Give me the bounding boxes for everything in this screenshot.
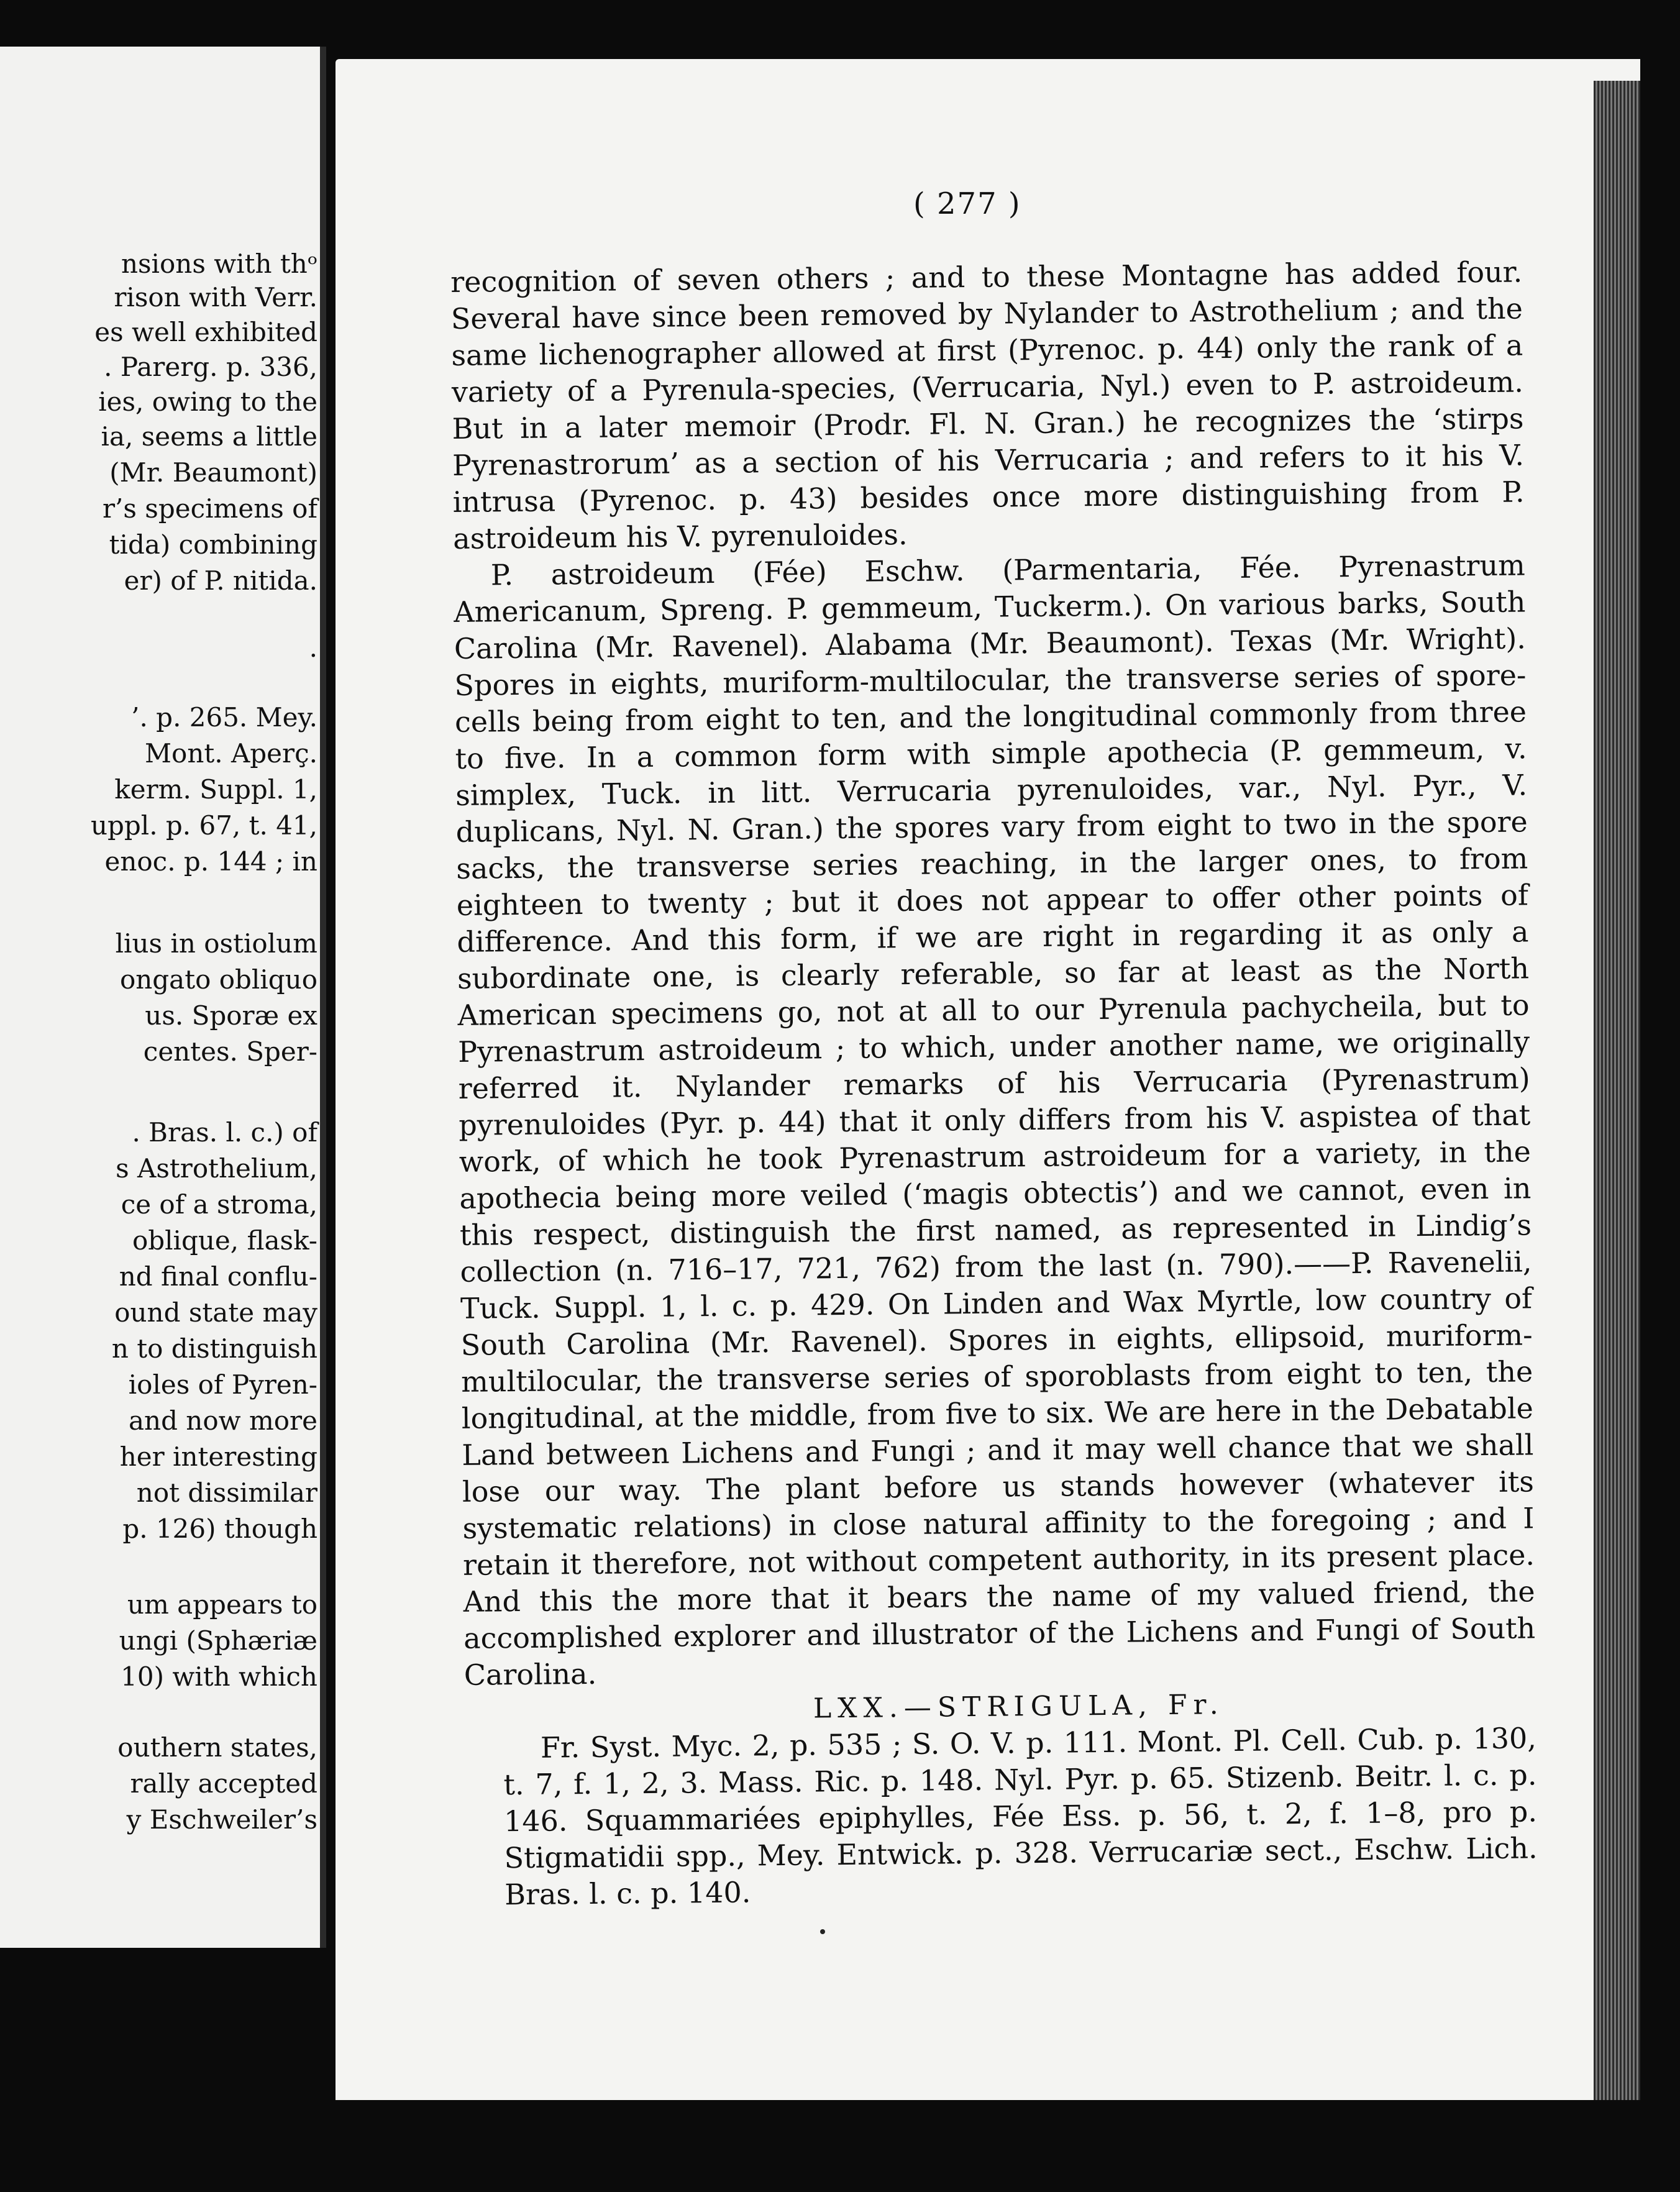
left-line: p. 126) though bbox=[122, 1514, 317, 1544]
left-line: lius in ostiolum bbox=[115, 928, 317, 959]
left-line: not dissimilar bbox=[136, 1477, 317, 1508]
left-line: centes. Sper- bbox=[143, 1036, 317, 1067]
left-line: ce of a stroma, bbox=[121, 1189, 317, 1220]
left-line: oblique, flask- bbox=[132, 1225, 317, 1256]
left-line: ia, seems a little bbox=[101, 421, 317, 452]
left-line: . bbox=[309, 632, 317, 663]
left-line: kerm. Suppl. 1, bbox=[114, 774, 317, 805]
left-line: nsions with thᵒ bbox=[121, 249, 317, 279]
left-line: (Mr. Beaumont) bbox=[109, 457, 317, 488]
left-line: ioles of Pyren- bbox=[128, 1369, 317, 1400]
left-line: rally accepted bbox=[130, 1768, 317, 1799]
left-line: ’. p. 265. Mey. bbox=[131, 702, 317, 733]
left-line: er) of P. nitida. bbox=[124, 565, 317, 596]
left-line: 10) with which bbox=[121, 1661, 317, 1692]
left-line: and now more bbox=[128, 1405, 317, 1436]
page-edge bbox=[1594, 81, 1640, 2100]
previous-page-fragment bbox=[0, 47, 326, 1948]
left-line: . Parerg. p. 336, bbox=[104, 352, 317, 382]
page-body bbox=[450, 253, 1538, 1913]
page-number: ( 277 ) bbox=[913, 186, 1021, 221]
left-line: nd final conflu- bbox=[119, 1261, 317, 1292]
ink-speck bbox=[820, 1929, 825, 1934]
left-line: ungi (Sphæriæ bbox=[119, 1625, 317, 1656]
left-line: um appears to bbox=[127, 1589, 317, 1620]
left-line: her interesting bbox=[119, 1441, 317, 1472]
left-line: enoc. p. 144 ; in bbox=[104, 846, 317, 877]
section-heading: LXX.—STRIGULA, Fr. bbox=[813, 1689, 1225, 1725]
left-line: n to distinguish bbox=[111, 1333, 317, 1364]
left-line: uppl. p. 67, t. 41, bbox=[90, 810, 317, 841]
left-line: tida) combining bbox=[109, 529, 317, 560]
paragraph-astroideum: P. astroideum (Fée) Eschw. (Parmentaria, Fée. Pyrenastrum Americanum, Spreng. P. gemmeum, Tuckerm.). On various barks, South Carolina (Mr. Ravenel). Alabama (Mr. Beaumont). Texas (Mr. Wright). Spores in eights, muriform-multilocular, the transverse series of spore-cells being from eight to ten, and the longitudinal commonly from three to five. In a common form with simple apothecia (P. gemmeum, v. simplex, Tuck. in litt. Verrucaria pyrenuloides, var., Nyl. Pyr., V. duplicans, Nyl. N. Gran.) the spores vary from eight to two in the spore sacks, the transverse series reaching, in the larger ones, to from eighteen to twenty ; but it does not appear to offer other points of difference. And this form, if we are right in regarding it as only a subordinate one, is clearly referable, so far at least as the North American specimens go, not at all to our Pyrenula pachycheila, but to Pyrenastrum astroideum ; to which, under another name, we originally referred it. Nylander remarks of his Verrucaria (Pyrenastrum) pyrenuloides (Pyr. p. 44) that it only differs from his V. aspistea of that work, of which he took Pyrenastrum astroideum for a variety, in the apothecia being more veiled (‘magis obtectis’) and we cannot, even in this respect, distinguish the first named, as represented in Lindig’s collection (n. 716–17, 721, 762) from the last (n. 790).——P. Ravenelii, Tuck. Suppl. 1, l. c. p. 429. On Linden and Wax Myrtle, low country of South Carolina (Mr. Ravenel). Spores in eights, ellipsoid, muriform-multilocular, the transverse series of sporoblasts from eight to ten, the longitudinal, at the middle, from five to six. We are here in the Debatable Land between Lichens and Fungi ; and it may well chance that we shall lose our way. The plant before us stands however (whatever its systematic relations) in close natural affinity to the foregoing ; and I retain it therefore, not without competent authority, in its present place. And this the more that it bears the name of my valued friend, the accomplished explorer and illustrator of the Lichens and Fungi of South Carolina. bbox=[454, 548, 1536, 1692]
left-line: Mont. Aperç. bbox=[145, 738, 317, 769]
left-line: y Eschweiler’s bbox=[126, 1804, 317, 1835]
left-line: outhern states, bbox=[117, 1732, 317, 1763]
paragraph-continuation: recognition of seven others ; and to these Montagne has added four. Several have since been removed by Nylander to Astrothelium ; and the same lichenographer allowed at first (Pyrenoc. p. 44) only the rank of a variety of a Pyrenula-species, (Verrucaria, Nyl.) even to P. astroideum. But in a later memoir (Prodr. Fl. N. Gran.) he recognizes the ‘stirps Pyrenastrorum’ as a section of his Verrucaria ; and refers to it his V. intrusa (Pyrenoc. p. 43) besides once more distinguishing from P. astroideum his V. pyrenuloides. bbox=[450, 255, 1525, 555]
left-line: es well exhibited bbox=[94, 317, 317, 347]
current-page bbox=[336, 59, 1640, 2100]
left-line: us. Sporæ ex bbox=[145, 1000, 317, 1031]
left-line: r’s specimens of bbox=[102, 493, 317, 524]
left-line: ongato obliquo bbox=[119, 964, 317, 995]
left-line: s Astrothelium, bbox=[116, 1153, 317, 1184]
left-line: ies, owing to the bbox=[98, 386, 317, 417]
left-line: ound state may bbox=[114, 1297, 317, 1328]
left-line: . Bras. l. c.) of bbox=[132, 1117, 317, 1148]
left-line: rison with Verr. bbox=[114, 282, 317, 313]
references: Fr. Syst. Myc. 2, p. 535 ; S. O. V. p. 111. Mont. Pl. Cell. Cub. p. 130, t. 7, f. 1, 2, 3. Mass. Ric. p. 148. Nyl. Pyr. p. 65. Stizenb. Beitr. l. c. p. 146. Squammariées epiphylles, Fée Ess. p. 56, t. 2, f. 1–8, pro p. Stigmatidii spp., Mey. Entwick. p. 328. Verrucariæ sect., Eschw. Lich. Bras. l. c. p. 140. bbox=[503, 1721, 1538, 1912]
